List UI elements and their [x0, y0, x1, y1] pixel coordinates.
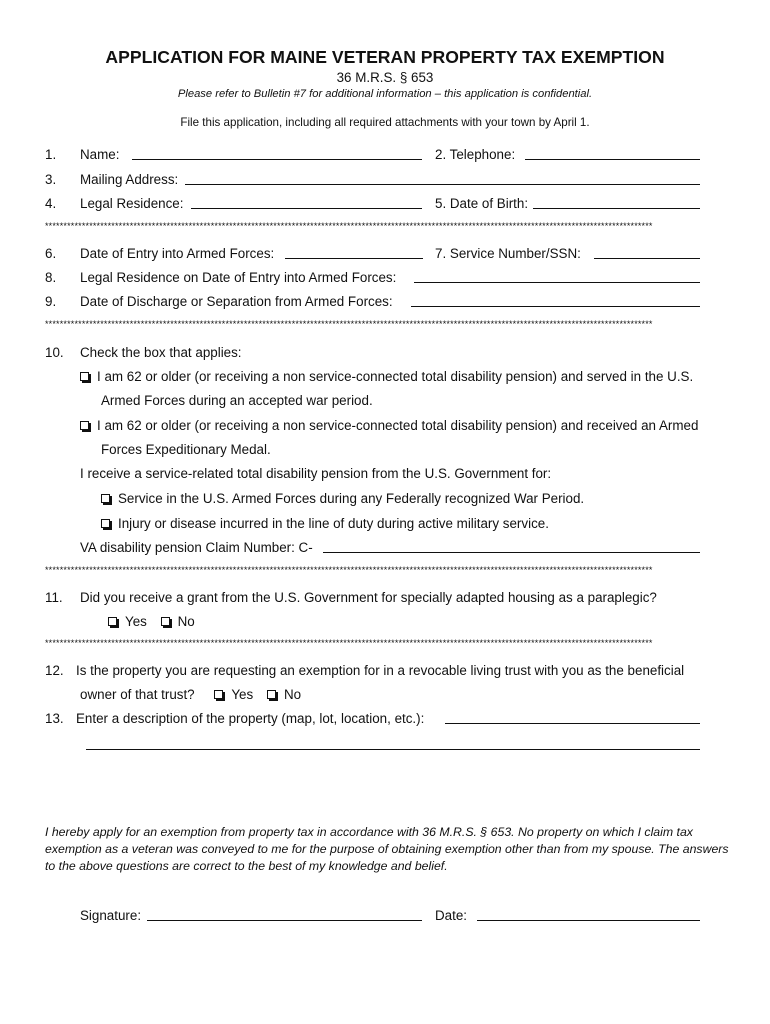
q10-sub-option-2-checkbox[interactable] — [101, 519, 110, 528]
date-label: Date: — [435, 908, 468, 923]
mailing-address-label: Mailing Address: — [80, 172, 179, 187]
disability-intro: I receive a service-related total disability pension from the U.S. Government for: — [80, 466, 552, 481]
item-number-6: 6. — [45, 246, 57, 261]
item-number-4: 4. — [45, 196, 57, 211]
separator: ********************************************************************************************************************************************************************* — [45, 638, 653, 648]
q10-option-2-text: I am 62 or older (or receiving a non service-connected total disability pension) and received an Armed — [97, 418, 699, 433]
separator: ********************************************************************************************************************************************************************* — [45, 565, 653, 575]
q10-sub-option-1-checkbox[interactable] — [101, 494, 110, 503]
claim-number-label: VA disability pension Claim Number: C- — [80, 540, 313, 555]
q10-sub-option-1 — [101, 491, 584, 507]
residence-on-entry-label: Legal Residence on Date of Entry into Armed Forces: — [80, 270, 397, 285]
q10-option-1 — [80, 369, 693, 385]
q10-option-2-checkbox[interactable] — [80, 421, 89, 430]
legal-residence-field[interactable] — [191, 196, 422, 209]
q12-question-cont — [80, 687, 301, 703]
file-instruction: File this application, including all required attachments with your town by April 1. — [180, 116, 590, 129]
q11-yes-checkbox[interactable] — [108, 617, 117, 626]
item-number-13: 13. — [45, 711, 64, 726]
q13-question: Enter a description of the property (map, lot, location, etc.): — [76, 711, 425, 726]
item-number-9: 9. — [45, 294, 57, 309]
q12-yes-label: Yes — [231, 687, 254, 702]
q11-question: Did you receive a grant from the U.S. Government for specially adapted housing as a paraplegic? — [80, 590, 657, 605]
q12-no-label: No — [283, 687, 302, 702]
service-number-field[interactable] — [594, 246, 700, 259]
q12-no-checkbox[interactable] — [267, 690, 276, 699]
separator: ********************************************************************************************************************************************************************* — [45, 221, 653, 231]
date-of-birth-field[interactable] — [533, 196, 700, 209]
name-field[interactable] — [132, 147, 422, 160]
telephone-label: 2. Telephone: — [435, 147, 516, 162]
q12-yes-checkbox[interactable] — [214, 690, 223, 699]
date-of-birth-label: 5. Date of Birth: — [435, 196, 529, 211]
claim-number-field[interactable] — [323, 540, 700, 553]
q10-option-1-checkbox[interactable] — [80, 372, 89, 381]
q11-no-label: No — [177, 614, 195, 629]
separator: ********************************************************************************************************************************************************************* — [45, 319, 653, 329]
q10-sub-option-2-text: Injury or disease incurred in the line of duty during active military service. — [118, 516, 549, 531]
date-of-entry-label: Date of Entry into Armed Forces: — [80, 246, 275, 261]
bulletin-note: Please refer to Bulletin #7 for additional information – this application is confidential. — [177, 88, 593, 100]
residence-on-entry-field[interactable] — [414, 270, 700, 283]
item-number-3: 3. — [45, 172, 57, 187]
property-description-field[interactable] — [445, 711, 700, 724]
item-number-12: 12. — [45, 663, 64, 678]
statute-reference: 36 M.R.S. § 653 — [336, 70, 434, 85]
item-number-11: 11. — [45, 590, 63, 605]
item-number-1: 1. — [45, 147, 57, 162]
q10-sub-option-2 — [101, 516, 549, 532]
q10-option-1-text-cont: Armed Forces during an accepted war period. — [101, 393, 373, 408]
date-field[interactable] — [477, 908, 700, 921]
q10-option-2-text-cont: Forces Expeditionary Medal. — [101, 442, 271, 457]
telephone-field[interactable] — [525, 147, 700, 160]
mailing-address-field[interactable] — [185, 172, 700, 185]
q11-no-checkbox[interactable] — [161, 617, 170, 626]
name-label: Name: — [80, 147, 120, 162]
item-number-10: 10. — [45, 345, 64, 360]
declaration-text: I hereby apply for an exemption from property tax in accordance with 36 M.R.S. § 653. No property on which I claim tax exemption as a veteran was conveyed to me for the purpose of obtaining exemption other than from my spouse. The answers to the above questions are correct to the best of my knowledge and belief. — [45, 825, 729, 873]
q11-answers — [108, 614, 195, 630]
q12-question: Is the property you are requesting an exemption for in a revocable living trust with you as the beneficial — [76, 663, 685, 678]
signature-label: Signature: — [80, 908, 142, 923]
q10-label: Check the box that applies: — [80, 345, 242, 360]
q11-yes-label: Yes — [125, 614, 147, 629]
date-of-entry-field[interactable] — [285, 246, 423, 259]
q10-option-2 — [80, 418, 698, 434]
discharge-date-field[interactable] — [411, 294, 700, 307]
signature-field[interactable] — [147, 908, 422, 921]
legal-residence-label: Legal Residence: — [80, 196, 184, 211]
service-number-label: 7. Service Number/SSN: — [435, 246, 581, 261]
q10-option-1-text: I am 62 or older (or receiving a non service-connected total disability pension) and served in the U.S. — [97, 369, 694, 384]
q10-sub-option-1-text: Service in the U.S. Armed Forces during any Federally recognized War Period. — [118, 491, 585, 506]
q12-question-cont-text: owner of that trust? — [80, 687, 195, 702]
discharge-date-label: Date of Discharge or Separation from Armed Forces: — [80, 294, 393, 309]
property-description-field-line-2[interactable] — [86, 737, 700, 750]
form-title: APPLICATION FOR MAINE VETERAN PROPERTY TAX EXEMPTION — [105, 47, 665, 67]
item-number-8: 8. — [45, 270, 57, 285]
